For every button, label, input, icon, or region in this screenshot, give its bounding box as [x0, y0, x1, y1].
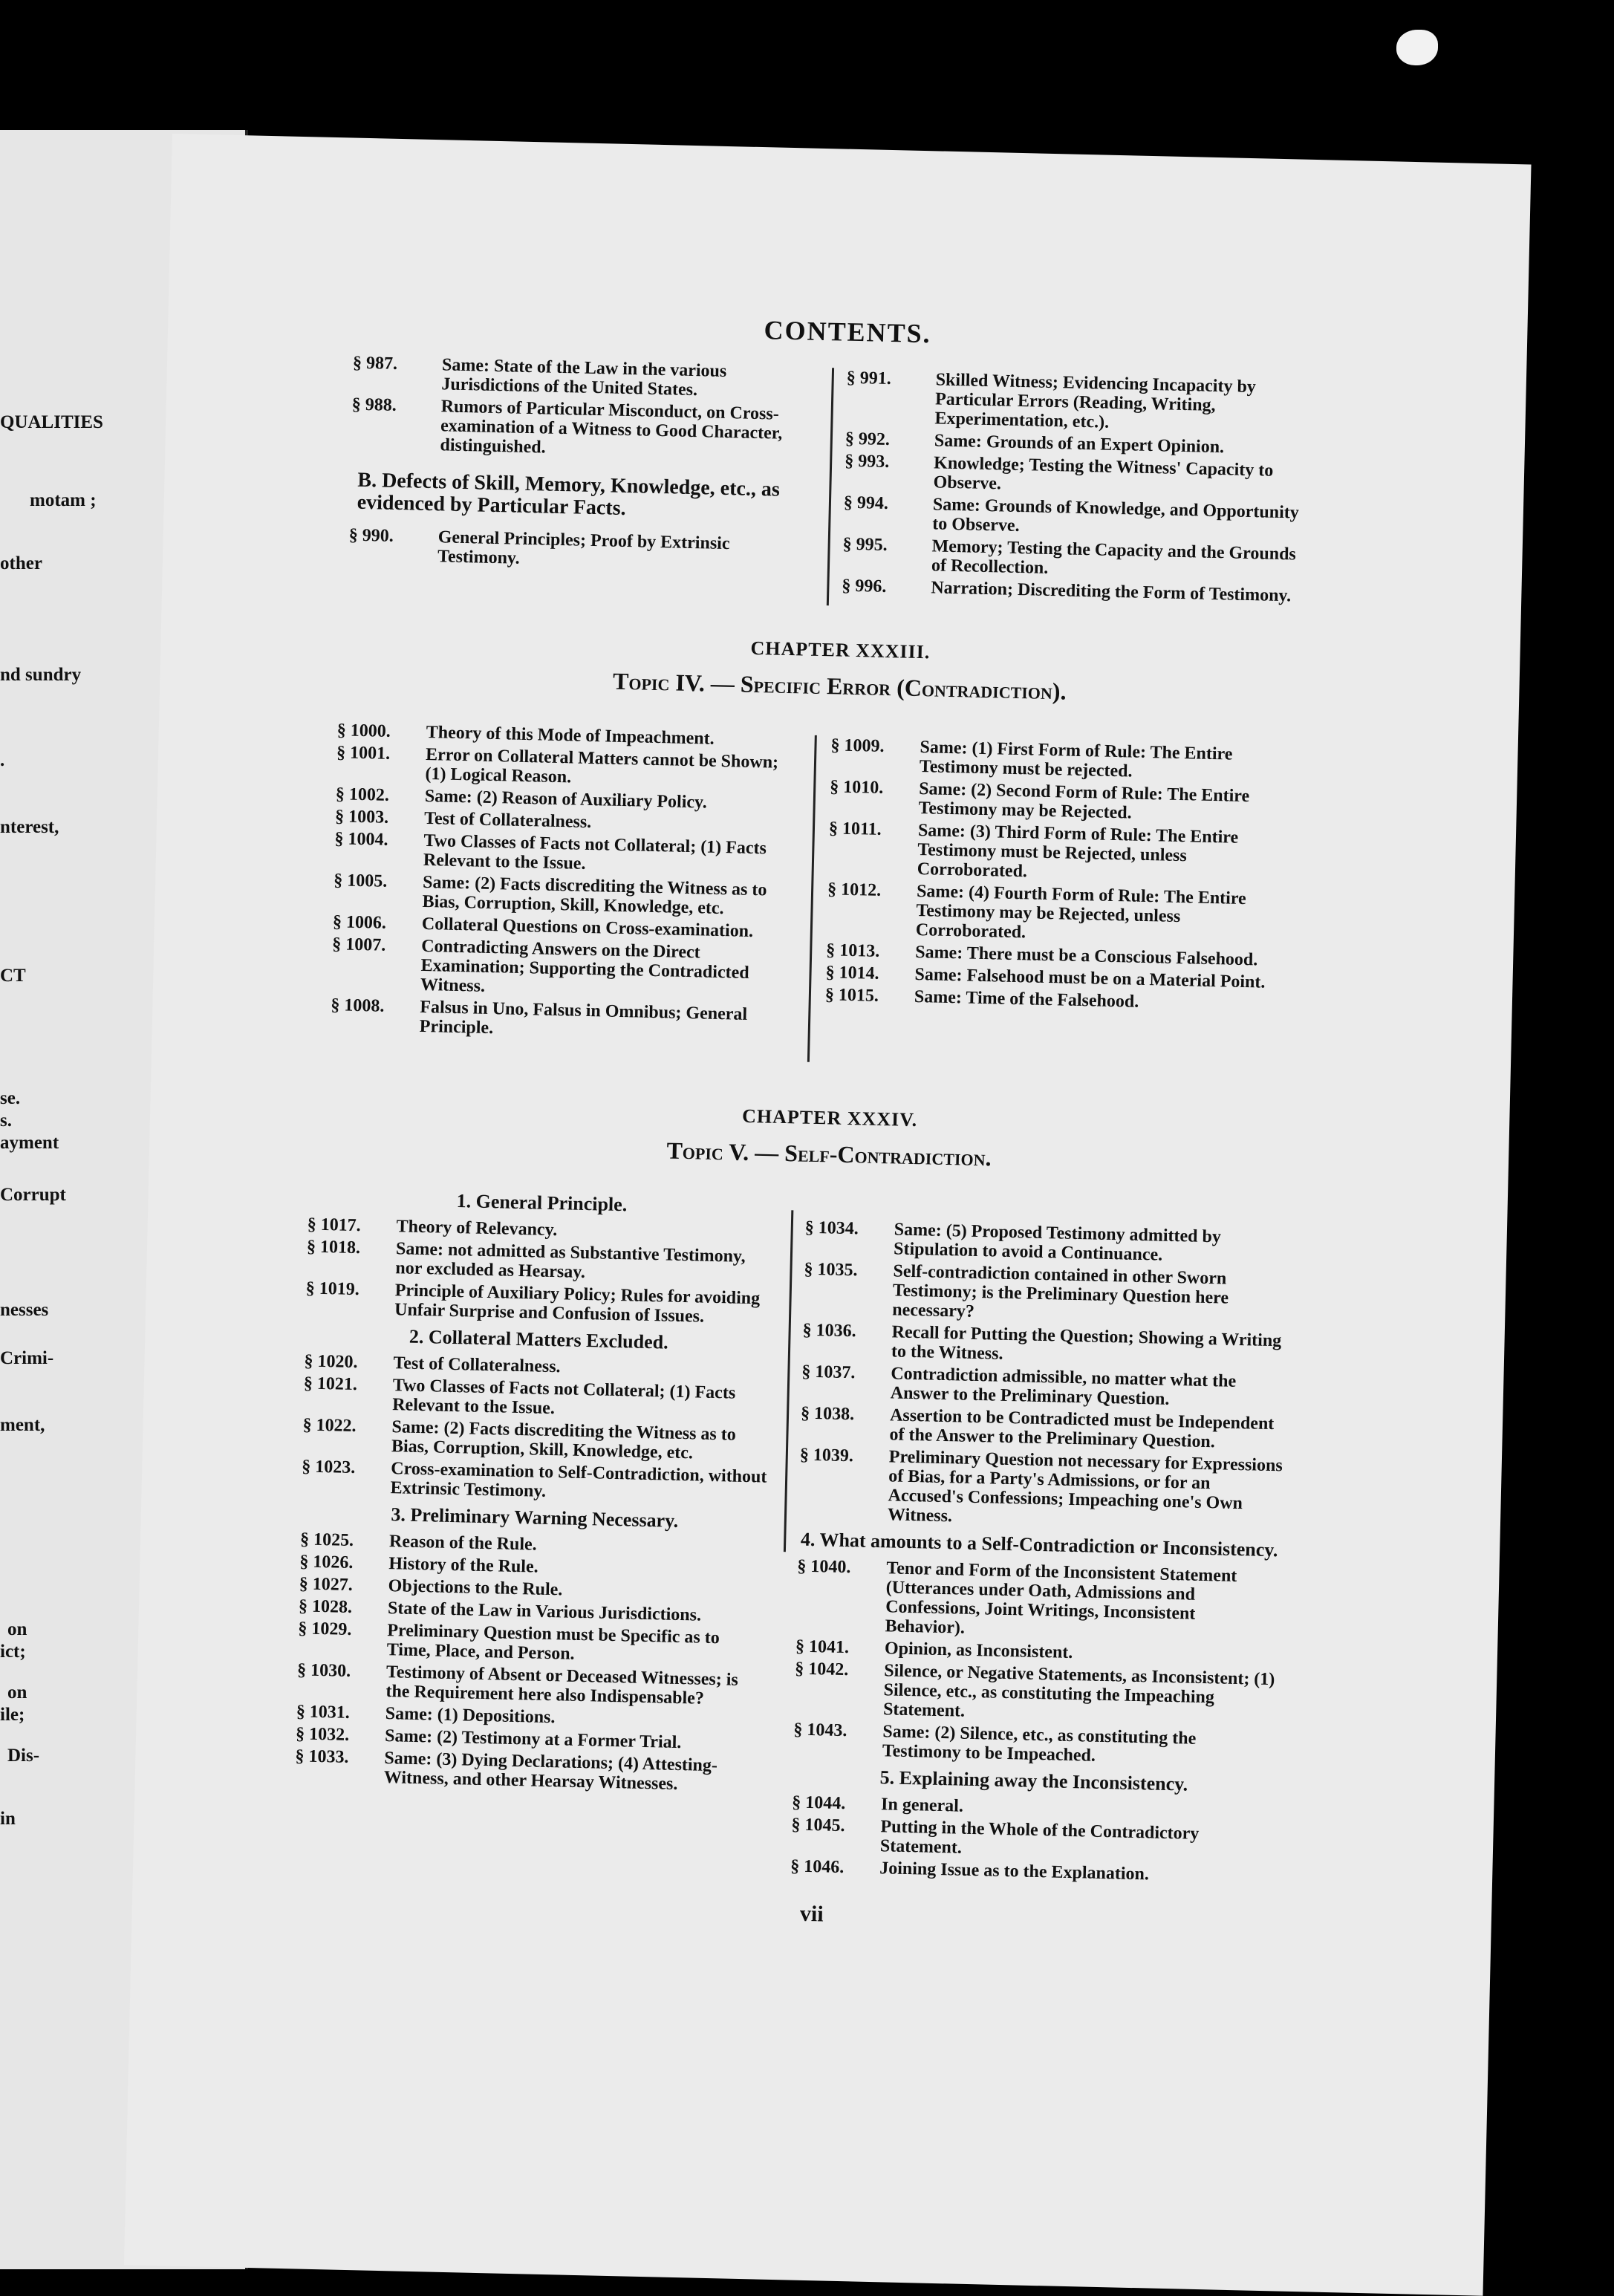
section-number: § 1036.	[802, 1320, 856, 1341]
section-number: § 1021.	[303, 1373, 358, 1395]
contents-entry	[802, 1321, 1286, 1370]
section-title: Test of Collateralness.	[423, 808, 592, 833]
contents-entry	[331, 995, 792, 1044]
section-number: § 1004.	[334, 829, 388, 850]
contents-entry	[828, 819, 1290, 887]
scan-blot	[1396, 30, 1438, 65]
subsection-2-heading: 2. Collateral Matters Excluded.	[409, 1325, 668, 1353]
contents-entry	[305, 1278, 774, 1327]
contents-entry	[331, 934, 793, 1003]
left-page-fragment: ayment	[0, 1133, 59, 1153]
section-number: § 991.	[846, 368, 892, 389]
section-number: § 1019.	[305, 1278, 360, 1300]
left-page-fragment: QUALITIES	[0, 412, 103, 432]
section-number: § 1041.	[795, 1636, 850, 1658]
section-number: § 1029.	[298, 1619, 352, 1639]
section-title: Tenor and Form of the Inconsistent Statement (Utterances under Oath, Admissions and Confessions, Joint Writings, Inconsistent Behavior).	[885, 1558, 1237, 1638]
contents-entry	[298, 1619, 767, 1668]
section-number: § 1001.	[336, 743, 391, 764]
contents-entry	[295, 1746, 764, 1795]
section-title: Joining Issue as to the Explanation.	[879, 1858, 1150, 1884]
left-page-fragment: other	[0, 553, 42, 573]
section-number: § 1026.	[299, 1552, 354, 1573]
section-number: § 1034.	[804, 1217, 859, 1239]
section-title: Same: (3) Dying Declarations; (4) Attesting-Witness, and other Hearsay Witnesses.	[383, 1749, 718, 1795]
section-number: § 1011.	[828, 819, 882, 839]
section-number: § 994.	[843, 492, 889, 513]
section-number: § 1017.	[307, 1214, 362, 1236]
chapter-33-heading: CHAPTER XXXIII.	[750, 637, 931, 663]
column-divider	[807, 735, 817, 1062]
section-title: General Principles; Proof by Extrinsic Testimony.	[437, 527, 730, 568]
chapter-34-heading: CHAPTER XXXIV.	[741, 1105, 918, 1131]
left-page-fragment: on	[7, 1682, 27, 1703]
contents-entry	[348, 526, 810, 575]
section-title: Same: (3) Third Form of Rule: The Entire Testimony must be Rejected, unless Corroborated.	[917, 821, 1239, 882]
contents-entry	[333, 871, 794, 920]
section-number: § 993.	[844, 451, 890, 472]
left-page-fragment: nterest,	[0, 817, 59, 837]
section-number: § 1039.	[799, 1445, 854, 1466]
section-number: § 1033.	[295, 1746, 349, 1767]
section-title: Skilled Witness; Evidencing Incapacity by Particular Errors (Reading, Writing, Experimentation, etc.).	[934, 370, 1257, 432]
section-number: § 1012.	[827, 879, 882, 900]
section-title: Same: Grounds of an Expert Opinion.	[934, 431, 1225, 458]
left-page-fragment: s.	[0, 1110, 12, 1131]
section-title: Same: (2) Facts discrediting the Witness as to Bias, Corruption, Skill, Knowledge, etc.	[422, 872, 767, 919]
page-title: CONTENTS.	[764, 315, 932, 349]
contents-entry	[336, 743, 797, 792]
section-number: § 1015.	[824, 985, 879, 1006]
section-number: § 987.	[352, 353, 398, 374]
ch33-left-column	[330, 721, 798, 1047]
section-title: Test of Collateralness.	[393, 1353, 561, 1377]
section-title: Same: (5) Proposed Testimony admitted by Stipulation to avoid a Continuance.	[893, 1220, 1222, 1265]
section-number: § 1022.	[302, 1415, 357, 1437]
section-title: Same: (2) Silence, etc., as constituting the Testimony to be Impeached.	[882, 1722, 1197, 1766]
section-number: § 1010.	[829, 777, 884, 798]
section-title: Reason of the Rule.	[388, 1532, 537, 1555]
section-title: Same: Falsehood must be on a Material Point.	[914, 964, 1266, 992]
left-page-fragment: ment,	[0, 1415, 45, 1435]
section-number: § 1038.	[800, 1403, 855, 1425]
section-title: Same: There must be a Conscious Falsehood.	[914, 942, 1258, 970]
ch34-right-column	[790, 1218, 1288, 1890]
section-title: Knowledge; Testing the Witness' Capacity to Observe.	[933, 453, 1274, 494]
section-number: § 1046.	[790, 1856, 845, 1878]
left-page-fragment: Dis-	[7, 1746, 40, 1766]
section-title: Assertion to be Contradicted must be Independent of the Answer to the Preliminary Question.	[889, 1405, 1275, 1452]
contents-entry	[830, 735, 1292, 784]
section-title: Same: (1) Depositions.	[385, 1704, 556, 1728]
left-page-fragment: nd sundry	[0, 665, 82, 685]
contents-entry	[334, 829, 795, 878]
section-number: § 1014.	[825, 963, 879, 983]
section-number: § 1008.	[331, 995, 385, 1016]
section-title: Preliminary Question not necessary for Expressions of Bias, for a Party's Admissions, or for an Accused's Confessions; Impeaching one's Own Witness.	[887, 1447, 1283, 1526]
section-title: Same: (1) First Form of Rule: The Entire Testimony must be rejected.	[919, 738, 1233, 781]
section-number: § 1005.	[333, 871, 388, 891]
contents-entry	[791, 1815, 1275, 1865]
section-number: § 1040.	[797, 1556, 851, 1578]
section-title: Same: (2) Second Form of Rule: The Entire Testimony may be Rejected.	[918, 779, 1250, 823]
subsection-3-heading: 3. Preliminary Warning Necessary.	[391, 1503, 679, 1532]
left-page-fragment: motam ;	[30, 490, 97, 510]
section-number: § 996.	[842, 576, 887, 596]
section-title: Self-contradiction contained in other Sworn Testimony; is the Preliminary Question here necessary?	[892, 1261, 1229, 1321]
section-number: § 1045.	[791, 1815, 845, 1836]
section-title: Cross-examination to Self-Contradiction, without Extrinsic Testimony.	[390, 1459, 767, 1501]
ch33-right-column	[825, 735, 1292, 1018]
topic-4-heading: Topic IV. — Specific Error (Contradiction).	[612, 667, 1067, 705]
page-number: vii	[799, 1901, 824, 1927]
subsection-5-heading: 5. Explaining away the Inconsistency.	[879, 1766, 1188, 1795]
contents-entry	[303, 1373, 772, 1422]
left-page-fragment: Corrupt	[0, 1185, 66, 1205]
section-b-heading: B. Defects of Skill, Memory, Knowledge, etc., as evidenced by Particular Facts.	[357, 468, 781, 520]
section-number: § 1025.	[299, 1529, 354, 1551]
contents-entry	[827, 879, 1289, 948]
contents-entry	[845, 368, 1307, 437]
contents-entry	[352, 354, 813, 403]
section-number: § 1003.	[334, 807, 389, 827]
left-page-fragment: nesses	[0, 1300, 49, 1320]
section-number: § 1018.	[306, 1237, 361, 1258]
section-title: Same: (2) Reason of Auxiliary Policy.	[424, 786, 708, 813]
contents-entry	[301, 1457, 769, 1506]
section-title: Silence, or Negative Statements, as Inconsistent; (1) Silence, etc., as constituting the Impeaching Statement.	[882, 1661, 1275, 1721]
section-number: § 1006.	[332, 912, 387, 933]
contents-entry	[798, 1445, 1283, 1534]
section-title: Error on Collateral Matters cannot be Shown; (1) Logical Reason.	[425, 744, 779, 787]
left-page-fragment: se.	[0, 1088, 21, 1108]
contents-entry	[795, 1557, 1280, 1645]
left-page-fragment: ict;	[0, 1642, 26, 1662]
section-number: § 1013.	[825, 940, 880, 961]
section-number: § 1042.	[795, 1659, 849, 1680]
column-divider	[827, 368, 834, 605]
section-title: Two Classes of Facts not Collateral; (1) Facts Relevant to the Issue.	[391, 1376, 736, 1419]
section-title: Rumors of Particular Misconduct, on Cross-examination of a Witness to Good Character, distinguished.	[440, 397, 783, 458]
section-title: Same: (2) Facts discrediting the Witness as to Bias, Corruption, Skill, Knowledge, etc.	[391, 1417, 737, 1463]
left-page-fragment: CT	[0, 966, 26, 986]
subsection-4-heading: 4. What amounts to a Self-Contradiction or Inconsistency.	[800, 1528, 1278, 1561]
section-title: Testimony of Absent or Deceased Witnesses; is the Requirement here also Indispensable?	[385, 1662, 739, 1708]
top-left-column	[348, 354, 813, 578]
left-page-fragment: in	[0, 1809, 16, 1829]
section-title: Same: (2) Testimony at a Former Trial.	[384, 1726, 682, 1753]
section-title: Theory of Relevancy.	[396, 1217, 558, 1240]
section-title: In general.	[880, 1795, 964, 1816]
section-number: § 992.	[845, 429, 891, 450]
section-number: § 1028.	[298, 1596, 353, 1617]
section-title: Opinion, as Inconsistent.	[884, 1639, 1073, 1663]
contents-entry	[800, 1404, 1283, 1454]
section-title: Preliminary Question must be Specific as to Time, Place, and Person.	[386, 1621, 720, 1664]
contents-entry	[829, 777, 1290, 826]
contents-entry	[793, 1720, 1277, 1770]
contents-entry	[794, 1659, 1278, 1728]
subsection-1-heading: 1. General Principle.	[456, 1190, 628, 1216]
contents-entry	[803, 1260, 1287, 1329]
top-right-column	[842, 368, 1307, 609]
section-number: § 1000.	[336, 721, 391, 741]
contents-entry	[844, 452, 1305, 501]
contents-entry	[804, 1218, 1288, 1268]
section-title: Collateral Questions on Cross-examination.	[421, 914, 754, 942]
left-page-fragment: Crimi-	[0, 1348, 54, 1368]
section-number: § 1002.	[335, 784, 390, 805]
section-number: § 1043.	[793, 1720, 847, 1741]
section-title: Contradiction admissible, no matter what the Answer to the Preliminary Question.	[890, 1364, 1237, 1409]
section-title: Objections to the Rule.	[388, 1576, 563, 1600]
section-title: Recall for Putting the Question; Showing a Writing to the Witness.	[891, 1322, 1282, 1364]
section-number: § 1032.	[295, 1724, 350, 1745]
section-title: Two Classes of Facts not Collateral; (1) Facts Relevant to the Issue.	[423, 830, 767, 874]
section-title: Same: not admitted as Substantive Testimony, nor excluded as Hearsay.	[395, 1239, 746, 1283]
contents-entry	[801, 1362, 1285, 1412]
section-number: § 1020.	[304, 1351, 358, 1373]
section-number: § 1007.	[332, 934, 386, 955]
section-number: § 1035.	[804, 1259, 858, 1281]
section-title: Memory; Testing the Capacity and the Grounds of Recollection.	[931, 536, 1297, 578]
section-title: Same: (4) Fourth Form of Rule: The Entire Testimony may be Rejected, unless Corroborated.	[915, 882, 1247, 943]
section-number: § 1031.	[296, 1702, 351, 1723]
contents-entry	[351, 395, 813, 464]
section-title: Theory of this Mode of Impeachment.	[426, 722, 715, 749]
section-number: § 1030.	[296, 1660, 351, 1681]
section-title: Same: Time of the Falsehood.	[914, 986, 1139, 1012]
section-number: § 1023.	[302, 1457, 356, 1478]
column-divider	[784, 1210, 793, 1552]
section-number: § 995.	[842, 534, 888, 555]
section-title: Contradicting Answers on the Direct Examination; Supporting the Contradicted Witness.	[420, 936, 749, 996]
topic-5-heading: Topic V. — Self-Contradiction.	[666, 1136, 992, 1171]
section-title: Falsus in Uno, Falsus in Omnibus; General Principle.	[419, 997, 748, 1038]
section-title: State of the Law in Various Jurisdictions.	[387, 1599, 702, 1625]
contents-entry	[842, 535, 1304, 584]
contents-entry	[296, 1660, 765, 1709]
section-title: Putting in the Whole of the Contradictory Statement.	[879, 1817, 1200, 1858]
contents-page	[124, 134, 1532, 2296]
section-number: § 1009.	[830, 735, 885, 756]
section-number: § 1027.	[299, 1574, 354, 1596]
contents-entry	[306, 1237, 775, 1286]
left-page-fragment: .	[0, 750, 5, 770]
ch34-left-column	[295, 1181, 776, 1799]
section-number: § 1044.	[791, 1792, 846, 1814]
section-number: § 990.	[348, 525, 394, 546]
left-page-fragment: on	[7, 1619, 27, 1639]
section-title: History of the Rule.	[388, 1554, 538, 1577]
left-page-fragment: ile;	[0, 1705, 25, 1725]
section-title: Same: Grounds of Knowledge, and Opportunity to Observe.	[932, 495, 1300, 536]
section-number: § 1037.	[801, 1362, 856, 1383]
section-title: Principle of Auxiliary Policy; Rules for avoiding Unfair Surprise and Confusion of Issues.	[394, 1281, 761, 1327]
section-title: Same: State of the Law in the various Jurisdictions of the United States.	[441, 355, 727, 400]
section-title: Narration; Discrediting the Form of Testimony.	[931, 578, 1292, 606]
contents-entry	[302, 1415, 771, 1464]
section-number: § 988.	[351, 394, 397, 415]
contents-entry	[843, 493, 1304, 542]
